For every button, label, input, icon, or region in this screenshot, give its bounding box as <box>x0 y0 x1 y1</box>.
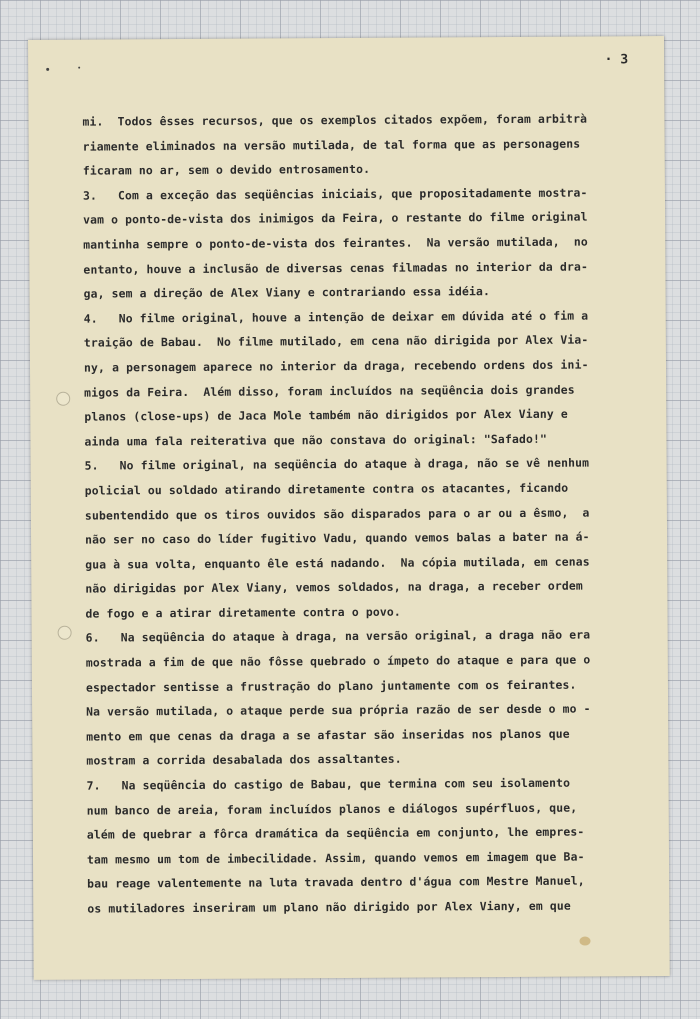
text-line: além de quebrar a fôrca dramática da seqüência em conjunto, lhe empres- <box>86 824 585 842</box>
text-line: gua à sua volta, enquanto êle está nadando. Na cópia mutilada, em cenas <box>85 554 590 572</box>
text-line: os mutiladores inseriram um plano não dirigido por Alex Viany, em que <box>87 898 571 916</box>
text-line: 6. Na seqüência do ataque à draga, na versão original, a draga não era <box>85 627 591 646</box>
text-line: ainda uma fala reiterativa que não constava do original: "Safado!" <box>84 431 548 449</box>
document-page <box>28 36 670 980</box>
typed-text-body <box>82 106 639 921</box>
punch-hole <box>58 626 72 640</box>
text-line: mostrada a fim de que não fôsse quebrado o ímpeto do ataque e para que o <box>85 652 591 670</box>
text-line: num banco de areia, foram incluídos planos e diálogos supérfluos, que, <box>86 800 578 818</box>
text-line: ficaram no ar, sem o devido entrosamento. <box>82 162 371 178</box>
ink-speck <box>78 67 80 69</box>
text-line: 5. No filme original, na seqüência do ataque à draga, não se vê nenhum <box>84 455 590 473</box>
text-line: subentendido que os tiros ouvidos são disparados para o ar ou a êsmo, a <box>84 505 590 523</box>
text-line: vam o ponto-de-vista dos inimigos da Feira, o restante do filme original <box>83 209 588 227</box>
text-line: Na versão mutilada, o ataque perde sua própria razão de ser desde o mo - <box>86 701 591 719</box>
text-line: planos (close-ups) de Jaca Mole também não dirigidos por Alex Viany e <box>84 406 568 424</box>
text-line: ny, a personagem aparece no interior da draga, recebendo ordens dos ini- <box>83 357 589 375</box>
text-line: policial ou soldado atirando diretamente contra os atacantes, ficando <box>84 480 569 498</box>
text-line: espectador sentisse a frustração do plano juntamente com os feirantes. <box>85 677 577 695</box>
punch-hole <box>56 392 70 406</box>
text-line: mento em que cenas da draga a se afastar são inseridas nos planos que <box>86 726 570 744</box>
text-line: ga, sem a direção de Alex Viany e contrariando essa idéia. <box>83 284 491 301</box>
text-line: entanto, houve a inclusão de diversas cenas filmadas no interior da dra- <box>83 259 589 277</box>
text-line: tam mesmo um tom de imbecilidade. Assim, quando vemos em imagem que Ba- <box>86 849 585 867</box>
text-line: 7. Na seqüência do castigo de Babau, que termina com seu isolamento <box>86 775 571 793</box>
text-line: traição de Babau. No filme mutilado, em cena não dirigida por Alex Via- <box>83 332 589 350</box>
page-number: · 3 <box>604 52 629 68</box>
text-line: 3. Com a exceção das seqüências iniciais, que propositadamente mostra- <box>82 185 588 203</box>
text-line: de fogo e a atirar diretamente contra o povo. <box>85 604 401 621</box>
text-line: mostram a corrida desabalada dos assaltantes. <box>86 752 402 769</box>
text-line: bau reage valentemente na luta travada dentro d'água com Mestre Manuel, <box>87 873 585 892</box>
text-line: não ser no caso do líder fugitivo Vadu, quando vemos balas a bater na á- <box>85 529 590 547</box>
text-line: não dirigidas por Alex Viany, vemos soldados, na draga, a receber ordem <box>85 578 583 596</box>
text-line: riamente eliminados na versão mutilada, de tal forma que as personagens <box>82 136 581 154</box>
text-line: migos da Feira. Além disso, foram incluídos na seqüência dois grandes <box>84 382 575 400</box>
text-line: mi. Todos êsses recursos, que os exemplos citados expõem, foram arbitrà <box>82 111 588 129</box>
ink-speck <box>46 68 49 71</box>
text-line: 4. No filme original, houve a intenção de deixar em dúvida até o fim a <box>83 308 589 326</box>
paper-stain <box>579 937 590 946</box>
text-line: mantinha sempre o ponto-de-vista dos feirantes. Na versão mutilada, no <box>83 234 588 252</box>
